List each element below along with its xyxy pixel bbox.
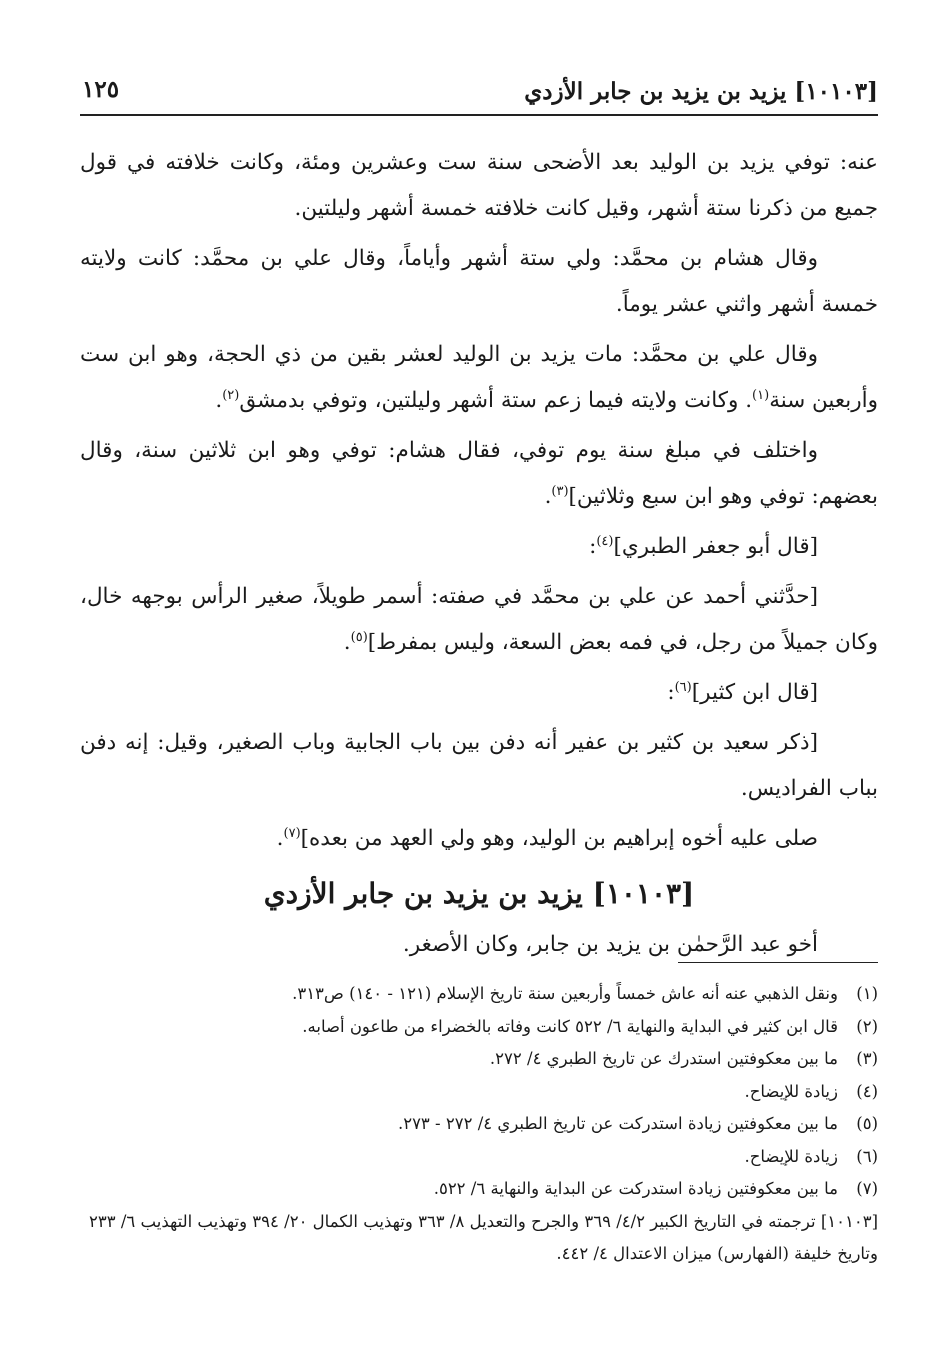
paragraph <box>80 332 878 424</box>
footnote <box>80 1011 878 1044</box>
paragraph-text: . <box>215 388 223 413</box>
paragraph-text: وقال علي بن محمَّد: مات يزيد بن الوليد لعشر بقين من ذي الحجة، وهو ابن ست وأربعين سنة <box>80 342 878 413</box>
footnote <box>80 1141 878 1174</box>
footnote <box>80 1043 878 1076</box>
footnote <box>80 978 878 1011</box>
paragraph <box>80 236 878 328</box>
footnote-ref[interactable]: (٣) <box>551 483 569 499</box>
paragraph-text: أخو عبد الرَّحمٰن بن يزيد بن جابر، وكان الأصغر. <box>402 932 818 957</box>
paragraph-text: عنه: توفي يزيد بن الوليد بعد الأضحى سنة ست وعشرين ومئة، وكانت خلافته في قول جميع من ذكرنا ستة أشهر، وقيل كانت خلافته خمسة أشهر وليلتين. <box>80 150 878 221</box>
paragraph-text: [قال أبو جعفر الطبري] <box>613 534 818 559</box>
footnote-ref[interactable]: (٦) <box>674 679 692 695</box>
paragraph-text: : <box>667 680 675 705</box>
bio-note <box>80 1206 878 1271</box>
body-text <box>80 140 878 972</box>
paragraph-text: [قال ابن كثير] <box>691 680 818 705</box>
paragraph-text: : <box>589 534 597 559</box>
footnote-number: (٢) <box>856 1016 878 1036</box>
footnote-text: قال ابن كثير في البداية والنهاية ٦/ ٥٢٢ كانت وفاته بالخضراء من طاعون أصابه. <box>302 1016 838 1036</box>
paragraph-text: [ذكر سعيد بن كثير بن عفير أنه دفن بين باب الجابية وباب الصغير، وقيل: إنه دفن بباب الفراديس. <box>80 730 878 801</box>
footnote-text: ونقل الذهبي عنه أنه عاش خمساً وأربعين سنة تاريخ الإسلام (١٢١ - ١٤٠) ص٣١٣. <box>292 984 838 1003</box>
footnote-divider <box>678 962 878 963</box>
paragraph-text: . <box>343 630 351 655</box>
paragraph-text: [حدَّثني أحمد عن علي بن محمَّد في صفته: أسمر طويلاً، صغير الرأس بوجهه خال، وكان جميلاً من رجل، في فمه بعض السعة، وليس بمفرط] <box>80 584 878 655</box>
entry-title: [١٠١٠٣] يزيد بن يزيد بن جابر الأزدي <box>263 877 695 910</box>
footnote-ref[interactable]: (١) <box>752 387 770 403</box>
footnote <box>80 1108 878 1141</box>
paragraph <box>80 140 878 232</box>
footnote-ref[interactable]: (٥) <box>350 629 368 645</box>
footnote-text: زيادة للإيضاح. <box>744 1146 838 1166</box>
footnote-ref[interactable]: (٢) <box>222 387 240 403</box>
footnote-number: (٤) <box>856 1081 878 1101</box>
footnote-number: (١) <box>856 984 878 1003</box>
paragraph-text: واختلف في مبلغ سنة يوم توفي، فقال هشام: توفي وهو ابن ثلاثين سنة، وقال بعضهم: توفي وهو ابن سبع وثلاثين] <box>80 438 878 509</box>
paragraph <box>80 720 878 812</box>
paragraph <box>80 428 878 520</box>
footnote-number: (٧) <box>856 1179 878 1198</box>
footnote-number: (٦) <box>856 1146 878 1166</box>
footnote-ref[interactable]: (٧) <box>283 825 301 841</box>
paragraph <box>80 670 878 716</box>
paragraph-text: . وكانت ولايته فيما زعم ستة أشهر وليلتين، وتوفي بدمشق <box>239 388 753 413</box>
footnote <box>80 1076 878 1109</box>
footnote-text: ما بين معكوفتين زيادة استدركت عن البداية والنهاية ٦/ ٥٢٢. <box>433 1179 838 1198</box>
paragraph-text: صلى عليه أخوه إبراهيم بن الوليد، وهو ولي العهد من بعده] <box>300 826 818 851</box>
running-title: [١٠١٠٣] يزيد بن يزيد بن جابر الأزدي <box>524 78 878 105</box>
paragraph-text: . <box>276 826 284 851</box>
paragraph <box>80 816 878 862</box>
footnote <box>80 1173 878 1206</box>
page-header <box>80 68 878 116</box>
bio-note-text: ترجمته في التاريخ الكبير ٤/٢/ ٣٦٩ والجرح والتعديل ٨/ ٣٦٣ وتهذيب الكمال ٢٠/ ٣٩٤ وتهذيب التهذيب ٦/ ٢٣٣ وتاريخ خليفة (الفهارس) ميزان الاعتدال ٤/ ٤٤٢. <box>89 1211 878 1263</box>
paragraph <box>80 524 878 570</box>
page-number: ١٢٥ <box>82 76 120 103</box>
bio-note-number: [١٠١٠٣] <box>820 1211 878 1231</box>
paragraph-text: وقال هشام بن محمَّد: ولي ستة أشهر وأياماً، وقال علي بن محمَّد: كانت ولايته خمسة أشهر واثني عشر يوماً. <box>80 246 878 317</box>
paragraph-text: . <box>544 484 552 509</box>
footnotes <box>80 978 878 1271</box>
footnote-text: ما بين معكوفتين استدرك عن تاريخ الطبري ٤/ ٢٧٢. <box>489 1049 838 1068</box>
footnote-ref[interactable]: (٤) <box>596 533 614 549</box>
footnote-number: (٣) <box>856 1049 878 1068</box>
paragraph <box>80 574 878 666</box>
footnote-number: (٥) <box>856 1114 878 1133</box>
footnote-text: ما بين معكوفتين زيادة استدركت عن تاريخ الطبري ٤/ ٢٧٢ - ٢٧٣. <box>397 1114 838 1133</box>
footnote-text: زيادة للإيضاح. <box>744 1081 838 1101</box>
